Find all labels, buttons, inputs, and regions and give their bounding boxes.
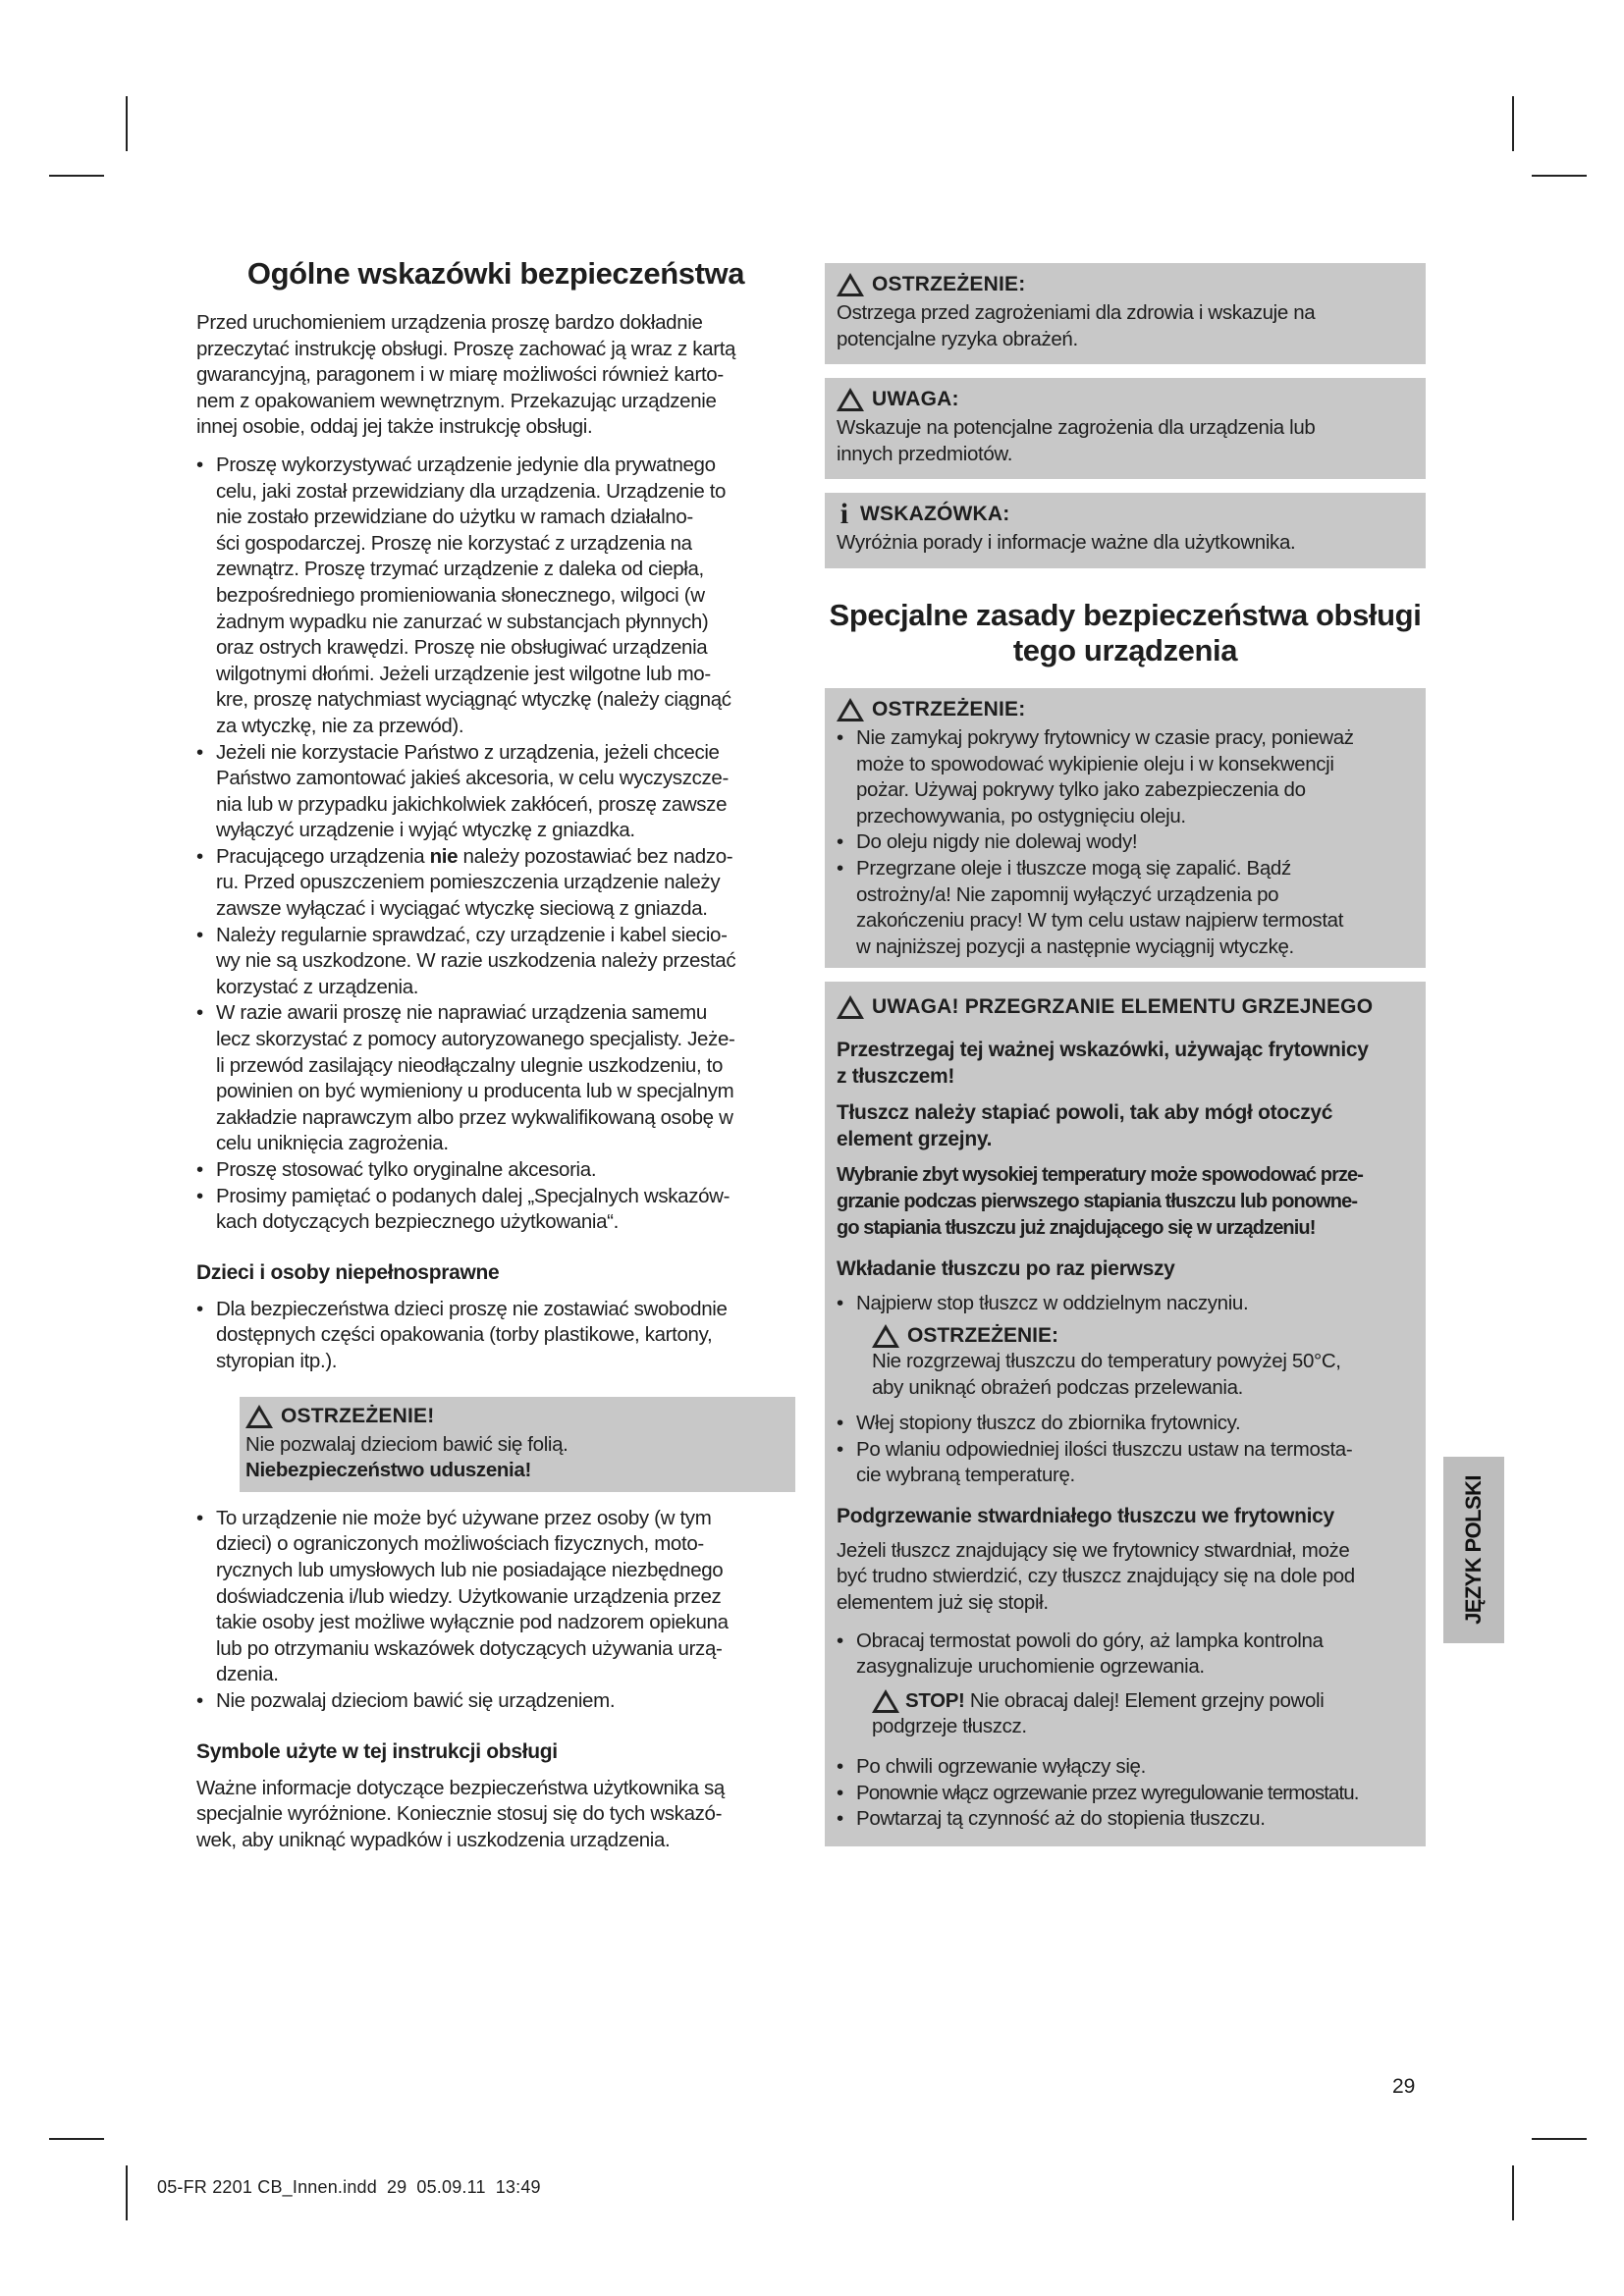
crop-mark: [126, 2165, 128, 2220]
general-safety-list: [196, 453, 795, 1236]
hardened-fat-heading: Podgrzewanie stwardniałego tłuszczu we frytownicy: [837, 1504, 1334, 1527]
list-item: • Ponownie włącz ogrzewanie przez wyregulowanie termostatu.: [837, 1781, 1414, 1807]
stop-label: STOP!: [905, 1688, 965, 1712]
inner-warning: [872, 1323, 1414, 1401]
caution-triangle-icon: [837, 995, 864, 1019]
list-item: • Proszę stosować tylko oryginalne akcesoria.: [196, 1157, 795, 1184]
crop-mark: [49, 2138, 104, 2140]
inner-warning-text: Nie rozgrzewaj tłuszczu do temperatury powyżej 50°C,: [872, 1349, 1341, 1372]
crop-mark: [1512, 2165, 1514, 2220]
list-item: • To urządzenie nie może być używane przez osoby (w tym dzieci) o ograniczonych możliwościach fizycznych, moto- rycznych lub umysłowych lub nie posiadające niezbędnego doświadczenia i/lub wiedzy. Użytkowanie urządzenia przez takie osoby jest możliwe wyłącznie pod nadzorem opiekuna lub po otrzymaniu wskazówek dotyczących używania urzą- dzenia.: [196, 1506, 795, 1688]
warning-triangle-icon: [245, 1405, 273, 1428]
children-list: [196, 1297, 795, 1375]
list-item: • Nie zamykaj pokrywy frytownicy w czasie pracy, ponieważ może to spowodować wykipienie oleju i w konsekwencji pożar. Używaj pokrywy tylko jako zabezpieczenia do przechowywania, po ostygnięciu oleju.: [837, 725, 1414, 829]
info-icon: i: [839, 498, 849, 531]
footer-file: 05-FR 2201 CB_Innen.indd: [157, 2177, 377, 2197]
inner-warning-head: OSTRZEŻENIE:: [872, 1323, 1414, 1349]
hardened-fat-list-2: [837, 1754, 1414, 1833]
list-item: • Po wlaniu odpowiedniej ilości tłuszczu ustaw na termosta- cie wybraną temperaturę.: [837, 1437, 1414, 1489]
crop-mark: [1532, 2138, 1587, 2140]
symbols-paragraph: Ważne informacje dotyczące bezpieczeństwa użytkownika są specjalnie wyróżnione. Koniecznie stosuj się do tych wskazó- wek, aby uniknąć wypadków i uszkodzenia urządzenia.: [196, 1776, 725, 1851]
crop-mark: [49, 175, 104, 177]
intro-paragraph: Przed uruchomieniem urządzenia proszę bardzo dokładnie przeczytać instrukcję obsługi. Proszę zachować ją wraz z kartą gwarancyjną, paragonem i w miarę możliwości również karto- nem z opakowaniem wewnętrznym. Przekazując urządzenie innej osobie, oddaj jej także instrukcję obsługi.: [196, 311, 736, 439]
notice-warning-head: OSTRZEŻENIE:: [837, 273, 1414, 296]
page-number: 29: [1392, 2075, 1416, 2098]
special-warning-head: OSTRZEŻENIE:: [837, 698, 1414, 721]
notice-hint-head: i WSKAZÓWKA:: [837, 503, 1414, 526]
list-item: • W razie awarii proszę nie naprawiać urządzenia samemu lecz skorzystać z pomocy autoryzowanego specjalisty. Jeże- li przewód zasilający nieodłączalny ulegnie uszkodzeniu, to powinien on być wymieniony u producenta lub w specjalnym zakładzie naprawczym albo przez wykwalifikowaną osobę w celu uniknięcia zagrożenia.: [196, 1000, 795, 1157]
list-item: • Jeżeli nie korzystacie Państwo z urządzenia, jeżeli chcecie Państwo zamontować jakieś akcesoria, w celu wyczyszcze- nia lub w przypadku jakichkolwiek zakłóceń, proszę zawsze wyłączyć urządzenie i wyjąć wtyczkę z gniazdka.: [196, 740, 795, 844]
notice-text: Ostrzega przed zagrożeniami dla zdrowia i wskazuje na: [837, 301, 1316, 324]
crop-mark: [1532, 175, 1587, 177]
list-item: • Obracaj termostat powoli do góry, aż lampka kontrolna zasygnalizuje uruchomienie ogrzewania.: [837, 1629, 1414, 1681]
hardened-fat-list: [837, 1629, 1414, 1681]
print-footer: [157, 2177, 551, 2198]
notice-hint: [825, 493, 1426, 568]
footer-page: 29: [386, 2177, 407, 2197]
list-item: • Proszę wykorzystywać urządzenie jedynie dla prywatnego celu, jaki został przewidziany dla urządzenia. Urządzenie to nie zostało przewidziane do użytku w ramach działalno- ści gospodarczej. Proszę nie korzystać z urządzenia na zewnątrz. Proszę trzymać urządzenie z daleka od ciepła, bezpośredniego promieniowania słonecznego, wilgoci (w żadnym wypadku nie zanurzać w substancjach płynnych) oraz ostrych krawędzi. Proszę nie obsługiwać urządzenia wilgotnymi dłońmi. Jeżeli urządzenie jest wilgotne lub mo- kre, proszę natychmiast wyciągnąć wtyczkę (należy ciągnąć za wtyczkę, nie za przewód).: [196, 453, 795, 740]
notice-text: innych przedmiotów.: [837, 442, 1013, 465]
notice-text: potencjalne ryzyka obrażeń.: [837, 327, 1078, 350]
list-item: • Powtarzaj tą czynność aż do stopienia tłuszczu.: [837, 1806, 1414, 1833]
warning-triangle-icon: [872, 1689, 899, 1713]
symbols-heading: Symbole użyte w tej instrukcji obsługi: [196, 1739, 558, 1763]
child-warning-line1: Nie pozwalaj dzieciom bawić się folią.: [245, 1432, 568, 1456]
first-fat-heading: Wkładanie tłuszczu po raz pierwszy: [837, 1257, 1175, 1281]
caution-triangle-icon: [837, 388, 864, 411]
list-item: • Dla bezpieczeństwa dzieci proszę nie zostawiać swobodnie dostępnych części opakowania (torby plastikowe, kartony, styropian itp.).: [196, 1297, 795, 1375]
notice-caution-head: UWAGA:: [837, 388, 1414, 411]
list-item: • Pracującego urządzenia nie należy pozostawiać bez nadzo- ru. Przed opuszczeniem pomieszczenia urządzenie należy zawsze wyłączać i wyciągać wtyczkę sieciową z gniazda.: [196, 844, 795, 923]
child-warning-head: OSTRZEŻENIE!: [245, 1405, 785, 1428]
list-item: • Do oleju nigdy nie dolewaj wody!: [837, 829, 1414, 856]
stop-line2: podgrzeje tłuszcz.: [872, 1715, 1027, 1738]
notice-warning: [825, 263, 1426, 364]
list-item: • Przegrzane oleje i tłuszcze mogą się zapalić. Bądź ostrożny/a! Nie zapomnij wyłączyć urządzenia po zakończeniu pracy! W tym celu ustaw najpierw termostat w najniższej pozycji a następnie wyciągnij wtyczkę.: [837, 856, 1414, 960]
first-fat-list-2: [837, 1411, 1414, 1489]
list-item: • Należy regularnie sprawdzać, czy urządzenie i kabel siecio- wy nie są uszkodzone. W razie uszkodzenia należy przestać korzystać z urządzenia.: [196, 923, 795, 1001]
inner-warning-text: aby uniknąć obrażeń podczas przelewania.: [872, 1375, 1244, 1399]
warning-triangle-icon: [872, 1324, 899, 1348]
language-tab: JĘZYK POLSKI: [1443, 1457, 1504, 1643]
page-title: Ogólne wskazówki bezpieczeństwa: [246, 256, 745, 291]
list-item: • Po chwili ogrzewanie wyłączy się.: [837, 1754, 1414, 1781]
list-item: • Włej stopiony tłuszcz do zbiornika frytownicy.: [837, 1411, 1414, 1437]
notice-caution: [825, 378, 1426, 479]
children-heading: Dzieci i osoby niepełnosprawne: [196, 1260, 500, 1284]
special-warning-list: [837, 725, 1414, 960]
notice-text: Wskazuje na potencjalne zagrożenia dla urządzenia lub: [837, 416, 1316, 440]
overheat-head-row: [837, 995, 1414, 1019]
overheat-p2: Tłuszcz należy stapiać powoli, tak aby mógł otoczyć element grzejny.: [837, 1101, 1333, 1151]
notice-text: Wyróżnia porady i informacje ważne dla użytkownika.: [837, 531, 1296, 555]
overheat-p1: Przestrzegaj tej ważnej wskazówki, używając frytownicy z tłuszczem!: [837, 1039, 1369, 1089]
first-fat-list: [837, 1291, 1414, 1317]
overheat-p3: Wybranie zbyt wysokiej temperatury może spowodować prze- grzanie podczas pierwszego stapiania tłuszczu lub ponowne- go stapiania tłuszczu już znajdującego się w urządzeniu!: [837, 1164, 1364, 1240]
list-item: • Nie pozwalaj dzieciom bawić się urządzeniem.: [196, 1688, 795, 1715]
warning-triangle-icon: [837, 698, 864, 721]
stop-line1: STOP! Nie obracaj dalej! Element grzejny powoli: [872, 1688, 1414, 1715]
disability-list: [196, 1506, 795, 1715]
overheat-panel: [825, 982, 1426, 1846]
crop-mark: [126, 96, 128, 151]
right-column: [825, 263, 1426, 1846]
stop-note: [872, 1688, 1414, 1740]
footer-date: 05.09.11: [416, 2177, 486, 2197]
child-warning-line2: Niebezpieczeństwo uduszenia!: [245, 1459, 531, 1482]
special-warning-box: [825, 688, 1426, 968]
list-item: • Prosimy pamiętać o podanych dalej „Specjalnych wskazów- kach dotyczących bezpiecznego użytkowania“.: [196, 1184, 795, 1236]
special-safety-title: Specjalne zasady bezpieczeństwa obsługi tego urządzenia: [829, 597, 1422, 667]
warning-triangle-icon: [837, 273, 864, 296]
footer-time: 13:49: [495, 2177, 541, 2197]
hardened-fat-text: Jeżeli tłuszcz znajdujący się we frytownicy stwardniał, może być trudno stwierdzić, czy tłuszcz znajdujący się na dole pod elementem już się stopił.: [837, 1538, 1355, 1615]
overheat-head: UWAGA! PRZEGRZANIE ELEMENTU GRZEJNEGO: [837, 995, 1414, 1019]
left-column: [196, 255, 795, 1853]
child-warning-box: [240, 1397, 795, 1492]
crop-mark: [1512, 96, 1514, 151]
list-item: • Najpierw stop tłuszcz w oddzielnym naczyniu.: [837, 1291, 1414, 1317]
